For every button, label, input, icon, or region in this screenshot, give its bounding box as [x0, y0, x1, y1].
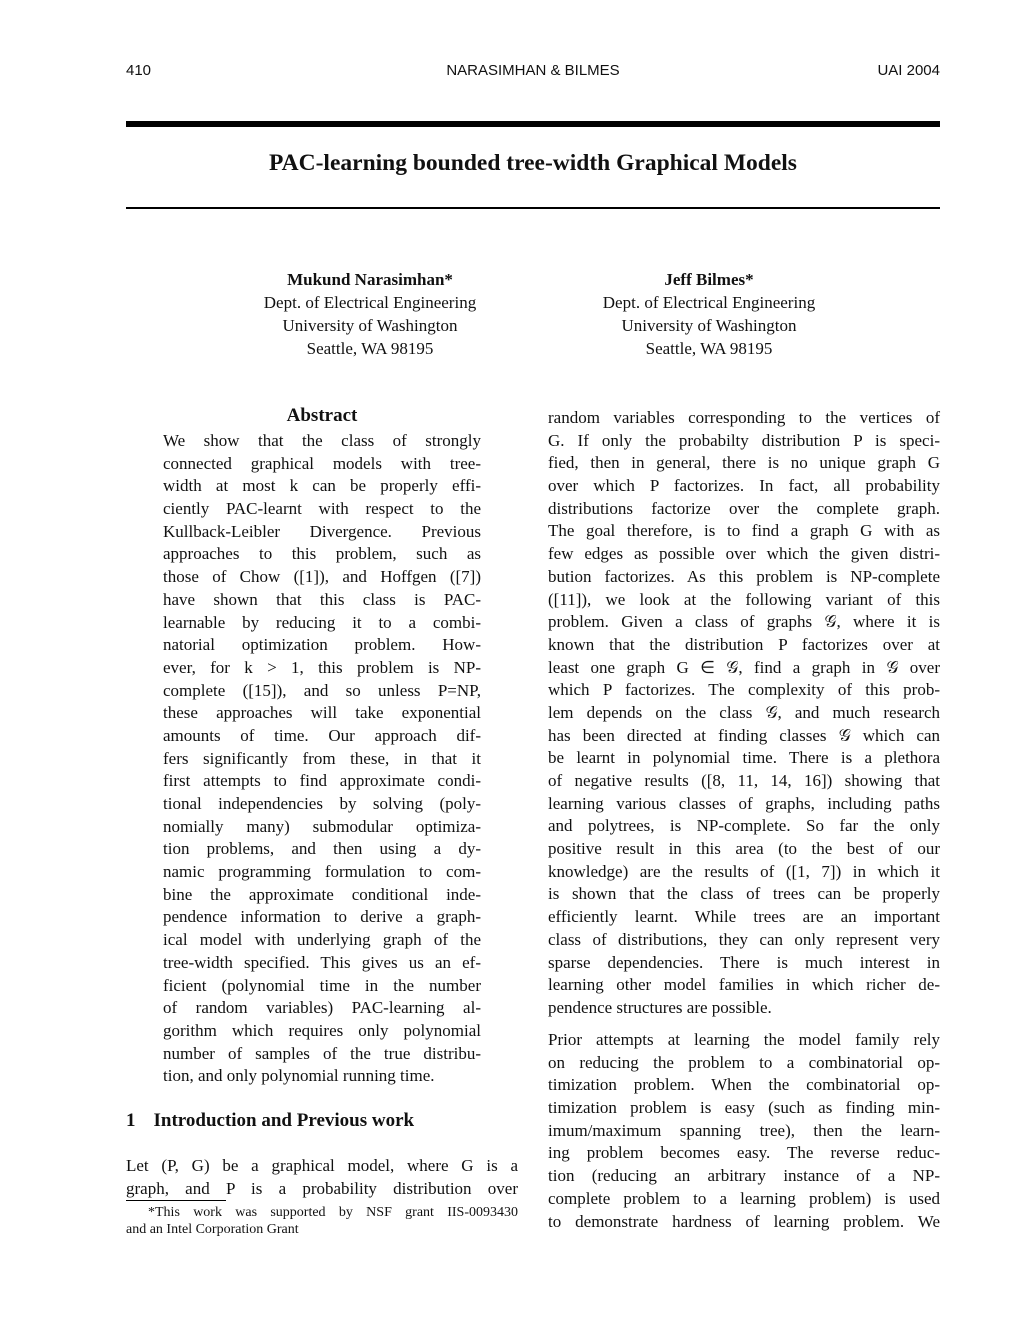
title-rule-top — [126, 121, 940, 127]
text-line: We show that the class of strongly — [163, 431, 481, 450]
text-line: bine the approximate conditional inde- — [163, 884, 481, 904]
text-line: tree-width specified. This gives us an ef- — [163, 952, 481, 972]
text-line: those of Chow ([1]), and Hoffgen ([7]) — [163, 567, 481, 587]
text-line: fers significantly from these, in that it — [163, 748, 481, 768]
text-line: these approaches will take exponential — [163, 703, 481, 723]
text-line: tion problems, and then using a dy- — [163, 839, 481, 859]
author-city: Seattle, WA 98195 — [306, 339, 434, 358]
text-line: pendence structures are possible. — [548, 997, 772, 1017]
text-line: of negative results ([8, 11, 14, 16]) showing that — [548, 771, 940, 790]
text-line: which P factorizes. The complexity of this prob- — [548, 680, 940, 700]
text-line: be learnt in polynomial time. There is a plethora — [548, 748, 940, 768]
text-line: positive result in this area (to the best of our — [548, 839, 940, 859]
text-line: problem. Given a class of graphs 𝒢, where it is — [548, 612, 940, 632]
text-line: bution factorizes. As this problem is NP-complete — [548, 566, 940, 586]
text-line: tion, and only polynomial running time. — [163, 1066, 435, 1086]
text-line: graph, and P is a probability distribution over — [126, 1178, 518, 1198]
text-line: to demonstrate hardness of learning problem. We — [548, 1211, 940, 1231]
author-name: Mukund Narasimhan* — [287, 270, 453, 289]
text-line: G. If only the probabilty distribution P is speci- — [548, 430, 940, 450]
page-number: 410 — [126, 62, 152, 79]
text-line: lem depends on the class 𝒢, and much research — [548, 702, 940, 722]
section-title: Introduction and Previous work — [153, 1110, 415, 1131]
text-line: of random variables) PAC-learning al- — [163, 998, 481, 1018]
footnote-rule — [126, 1200, 226, 1201]
author-name: Jeff Bilmes* — [664, 270, 754, 289]
text-line: connected graphical models with tree- — [163, 453, 481, 473]
running-title: NARASIMHAN & BILMES — [446, 62, 620, 79]
text-line: nomially many) submodular optimiza- — [163, 816, 481, 836]
text-line: is shown that the class of trees can be properly — [548, 884, 940, 904]
title-rule-bottom — [126, 207, 940, 209]
text-line: number of samples of the true distribu- — [163, 1043, 481, 1063]
text-line: Prior attempts at learning the model family rely — [548, 1030, 940, 1049]
right-paragraph-2 — [548, 1029, 940, 1233]
text-line: and polytrees, is NP-complete. So far the only — [548, 816, 940, 836]
text-line: timization problem. When the combinatorial op- — [548, 1075, 940, 1095]
text-line: known that the distribution P factorizes over at — [548, 634, 940, 654]
text-line: have shown that this class is PAC- — [163, 589, 481, 609]
text-line: efficiently learnt. While trees are an important — [548, 907, 940, 927]
author-city: Seattle, WA 98195 — [645, 339, 773, 358]
text-line: tional independencies by solving (poly- — [163, 794, 481, 813]
footnote — [126, 1204, 518, 1238]
author-block — [210, 268, 530, 360]
text-line: The goal therefore, is to find a graph G with as — [548, 521, 940, 541]
footnote-line: and an Intel Corporation Grant — [126, 1222, 299, 1237]
text-line: class of distributions, they can only represent very — [548, 929, 940, 949]
text-line: distributions factorize over the complete graph. — [548, 498, 940, 518]
text-line: over which P factorizes. In fact, all probability — [548, 476, 940, 496]
text-line: knowledge) are the results of ([1, 7]) in which it — [548, 861, 940, 881]
text-line: tion (reducing an arbitrary instance of a NP- — [548, 1166, 940, 1186]
text-line: approaches to this problem, such as — [163, 544, 481, 564]
text-line: ciently PAC-learnt with respect to the — [163, 499, 481, 519]
intro-text — [126, 1155, 518, 1200]
text-line: sparse dependencies. There is much interest in — [548, 952, 940, 972]
author-dept: Dept. of Electrical Engineering — [602, 293, 816, 312]
section-number: 1 — [126, 1110, 136, 1131]
footnote-line: *This work was supported by NSF grant IIS-0093430 — [148, 1205, 518, 1220]
text-line: natorial optimization problem. How- — [163, 635, 481, 655]
text-line: pendence information to derive a graph- — [163, 907, 481, 927]
right-paragraph-1 — [548, 407, 940, 1020]
abstract-body — [163, 430, 481, 1088]
text-line: timization problem is easy (such as finding min- — [548, 1098, 940, 1118]
section-heading — [126, 1110, 414, 1132]
venue: UAI 2004 — [877, 62, 940, 79]
text-line: learning other model families in which richer de- — [548, 975, 940, 995]
text-line: gorithm which requires only polynomial — [163, 1020, 481, 1040]
text-line: Kullback-Leibler Divergence. Previous — [163, 521, 481, 541]
text-line: fied, then in general, there is no unique graph G — [548, 453, 940, 473]
text-line: least one graph G ∈ 𝒢, find a graph in 𝒢 over — [548, 657, 940, 677]
author-univ: University of Washington — [282, 316, 458, 335]
text-line: learnable by reducing it to a combi- — [163, 612, 481, 632]
author-univ: University of Washington — [621, 316, 797, 335]
text-line: ing problem becomes easy. The reverse reduc- — [548, 1143, 940, 1163]
text-line: ficient (polynomial time in the number — [163, 975, 481, 995]
text-line: width at most k can be properly effi- — [163, 476, 481, 496]
text-line: few edges as possible over which the given distri- — [548, 544, 940, 564]
text-line: ical model with underlying graph of the — [163, 930, 481, 950]
text-line: random variables corresponding to the vertices of — [548, 408, 940, 427]
text-line: on reducing the problem to a combinatorial op- — [548, 1052, 940, 1072]
text-line: learning various classes of graphs, including paths — [548, 793, 940, 813]
abstract-heading: Abstract — [286, 405, 358, 426]
text-line: ever, for k > 1, this problem is NP- — [163, 657, 481, 677]
text-line: imum/maximum spanning tree), then the learn- — [548, 1120, 940, 1140]
text-line: amounts of time. Our approach dif- — [163, 725, 481, 745]
text-line: has been directed at finding classes 𝒢 which can — [548, 725, 940, 745]
text-line: namic programming formulation to com- — [163, 862, 481, 882]
text-line: complete problem to a learning problem) is used — [548, 1188, 940, 1208]
text-line: complete ([15]), and so unless P=NP, — [163, 680, 481, 700]
author-dept: Dept. of Electrical Engineering — [263, 293, 477, 312]
text-line: first attempts to find approximate condi- — [163, 771, 481, 791]
text-line: ([11]), we look at the following variant of this — [548, 589, 940, 609]
author-block — [549, 268, 869, 360]
paper-title: PAC-learning bounded tree-width Graphical Models — [269, 150, 797, 176]
text-line: Let (P, G) be a graphical model, where G is a — [126, 1156, 518, 1175]
